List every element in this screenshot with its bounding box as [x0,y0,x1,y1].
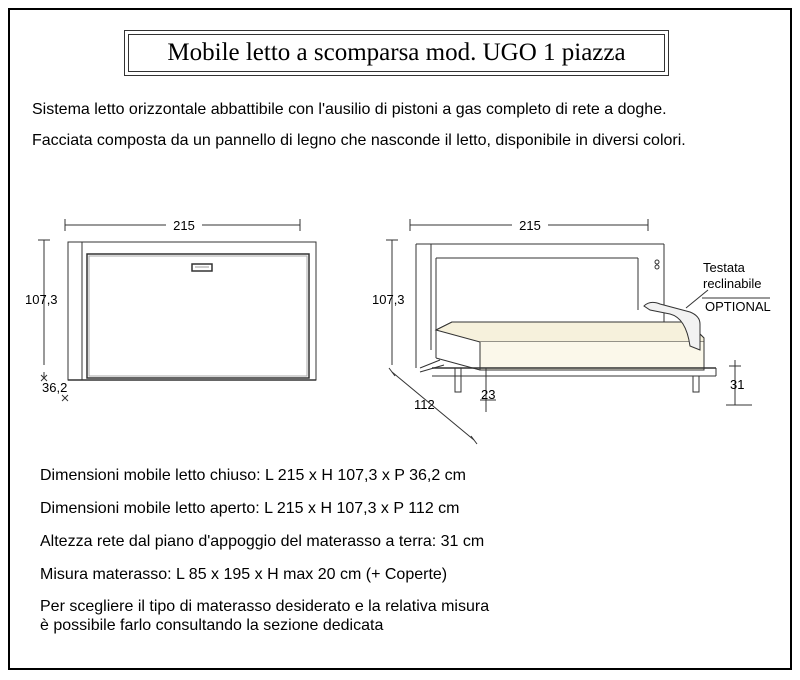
closed-depth-label: 36,2 [42,380,68,395]
headboard-label-2: reclinabile [703,276,762,291]
intro-line-1: Sistema letto orizzontale abbattibile con l'ausilio di pistoni a gas completo di rete a doghe. [32,101,667,118]
open-depth-label: 112 [414,397,435,412]
base-height-label: 31 [730,377,745,392]
optional-label: OPTIONAL [705,299,771,314]
closed-height-label: 107,3 [25,292,58,307]
spec-closed-dimensions: Dimensioni mobile letto chiuso: L 215 x H 107,3 x P 36,2 cm [40,467,466,484]
open-height-label: 107,3 [372,292,405,307]
intro-line-2: Facciata composta da un pannello di legno che nasconde il letto, disponibile in diversi colori. [32,132,686,149]
open-cabinet-drawing [386,219,770,444]
spec-note-line-2: è possibile farlo consultando la sezione dedicata [40,617,384,634]
closed-width-label: 215 [173,218,195,233]
spec-mattress-size: Misura materasso: L 85 x 195 x H max 20 cm (+ Coperte) [40,566,448,583]
open-width-label: 215 [519,218,541,233]
page-title: Mobile letto a scomparsa mod. UGO 1 piazza [167,39,626,66]
title-box [124,30,669,76]
leg-height-label: 23 [481,387,496,402]
spec-net-height: Altezza rete dal piano d'appoggio del materasso a terra: 31 cm [40,533,485,550]
spec-note-line-1: Per scegliere il tipo di materasso desiderato e la relativa misura [40,598,490,615]
technical-drawing [0,200,800,460]
closed-cabinet-drawing [38,219,316,401]
spec-open-dimensions: Dimensioni mobile letto aperto: L 215 x H 107,3 x P 112 cm [40,500,460,517]
headboard-label-1: Testata [703,260,745,275]
